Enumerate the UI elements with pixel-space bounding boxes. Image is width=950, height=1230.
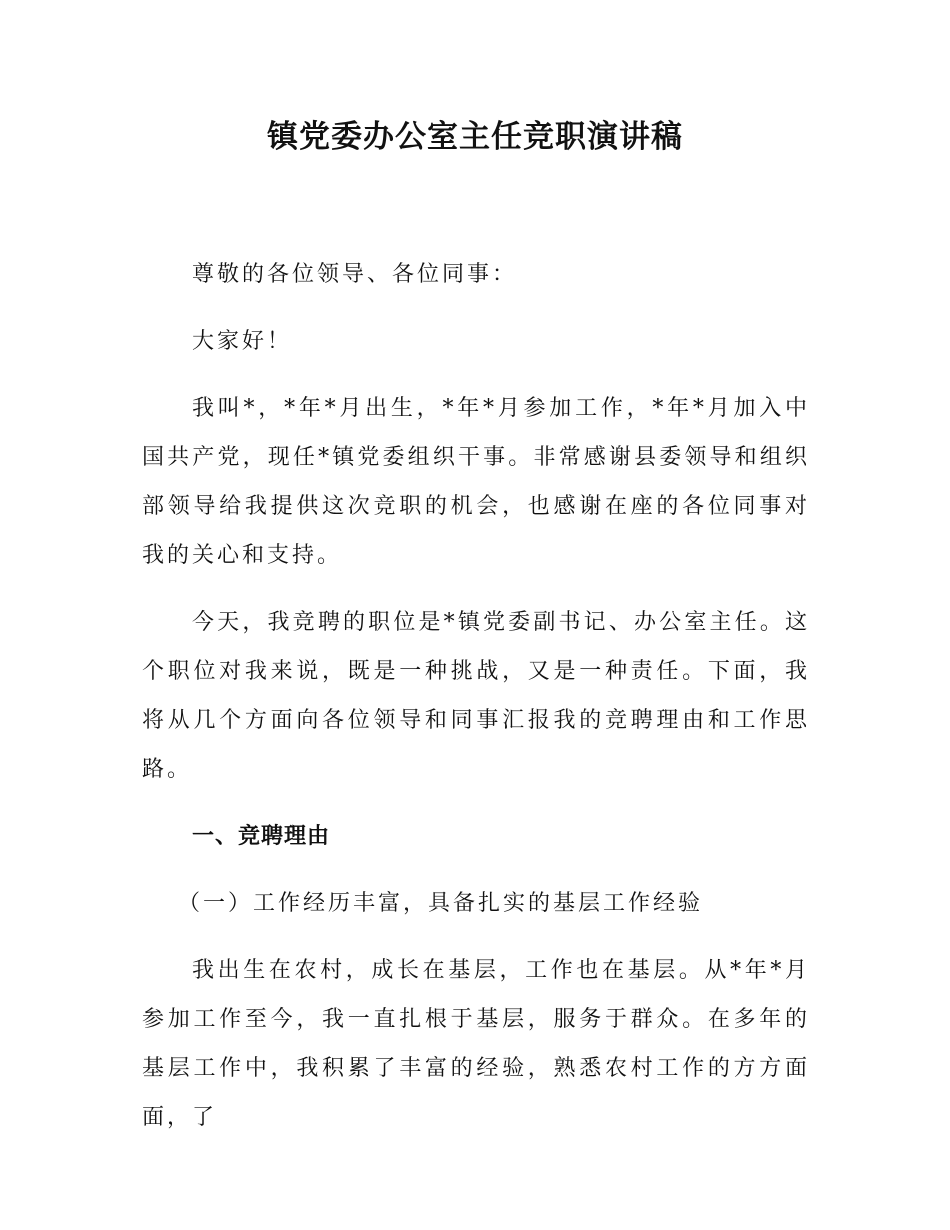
section-subheading: （一）工作经历丰富，具备扎实的基层工作经验 <box>178 891 704 916</box>
document-body <box>142 250 810 1160</box>
greeting: 大家好！ <box>192 329 293 354</box>
document-title: 镇党委办公室主任竞职演讲稿 <box>267 119 683 155</box>
section-paragraph: 我出生在农村，成长在基层，工作也在基层。从*年*月参加工作至今，我一直扎根于基层，服务于群众。在多年的基层工作中，我积累了丰富的经验，熟悉农村工作的方方面面，了 <box>142 958 810 1130</box>
position-paragraph: 今天，我竞聘的职位是*镇党委副书记、办公室主任。这个职位对我来说，既是一种挑战，又是一种责任。下面，我将从几个方面向各位领导和同事汇报我的竞聘理由和工作思路。 <box>142 610 810 782</box>
intro-paragraph: 我叫*，*年*月出生，*年*月参加工作，*年*月加入中国共产党，现任*镇党委组织干事。非常感谢县委领导和组织部领导给我提供这次竞职的机会，也感谢在座的各位同事对我的关心和支持。 <box>142 396 810 568</box>
salutation: 尊敬的各位领导、各位同事： <box>192 262 518 287</box>
section-heading: 一、竞聘理由 <box>192 824 331 849</box>
